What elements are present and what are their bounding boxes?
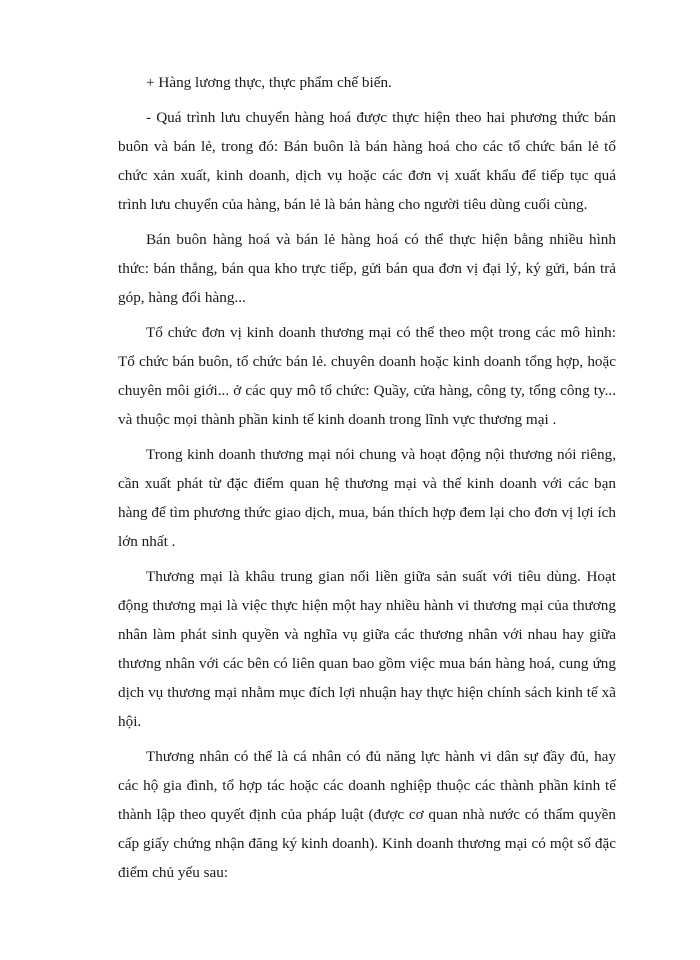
paragraph-domestic-trade: Trong kinh doanh thương mại nói chung và hoạt động nội thương nói riêng, cần xuất phát từ đặc điểm quan hệ thương mại và thế kinh doanh với các bạn hàng để tìm phương thức giao dịch, mua, bán thích hợp đem lại cho đơn vị lợi ích lớn nhất . [118,446,616,550]
paragraph-organization-models: Tổ chức đơn vị kinh doanh thương mại có thể theo một trong các mô hình: Tổ chức bán buôn, tổ chức bán lẻ. chuyên doanh hoặc kinh doanh tổng hợp, hoặc chuyên môi giới... ở các quy mô tổ chức: Quầy, cửa hàng, công ty, tổng công ty... và thuộc mọi thành phần kinh tế kinh doanh trong lĩnh vực thương mại . [118,324,616,428]
paragraph-traders: Thương nhân có thể là cá nhân có đủ năng lực hành vi dân sự đầy đủ, hay các hộ gia đình, tổ hợp tác hoặc các doanh nghiệp thuộc các thành phần kinh tế thành lập theo quyết định của pháp luật (được cơ quan nhà nước có thẩm quyền cấp giấy chứng nhận đăng ký kinh doanh). Kinh doanh thương mại có một số đặc điểm chủ yếu sau: [118,748,616,881]
paragraph-trade-definition: Thương mại là khâu trung gian nối liền giữa sản suất với tiêu dùng. Hoạt động thương mại là việc thực hiện một hay nhiều hành vi thương mại của thương nhân làm phát sinh quyền và nghĩa vụ giữa các thương nhân với nhau hay giữa thương nhân với các bên có liên quan bao gồm việc mua bán hàng hoá, cung ứng dịch vụ thương mại nhằm mục đích lợi nhuận hay thực hiện chính sách kinh tế xã hội. [118,568,616,730]
document-body [118,68,616,893]
paragraph-food-products: + Hàng lương thực, thực phẩm chế biến. [146,74,392,91]
paragraph-circulation-methods: - Quá trình lưu chuyển hàng hoá được thực hiện theo hai phương thức bán buôn và bán lẻ, trong đó: Bán buôn là bán hàng hoá cho các tổ chức bán lẻ tổ chức xản xuất, kinh doanh, dịch vụ hoặc các đơn vị xuất khẩu để tiếp tục quá trình lưu chuyển của hàng, bán lẻ là bán hàng cho người tiêu dùng cuối cùng. [118,109,616,213]
paragraph-sales-forms: Bán buôn hàng hoá và bán lẻ hàng hoá có thể thực hiện bằng nhiều hình thức: bán thẳng, bán qua kho trực tiếp, gửi bán qua đơn vị đại lý, ký gửi, bán trả góp, hàng đổi hàng... [118,231,616,306]
